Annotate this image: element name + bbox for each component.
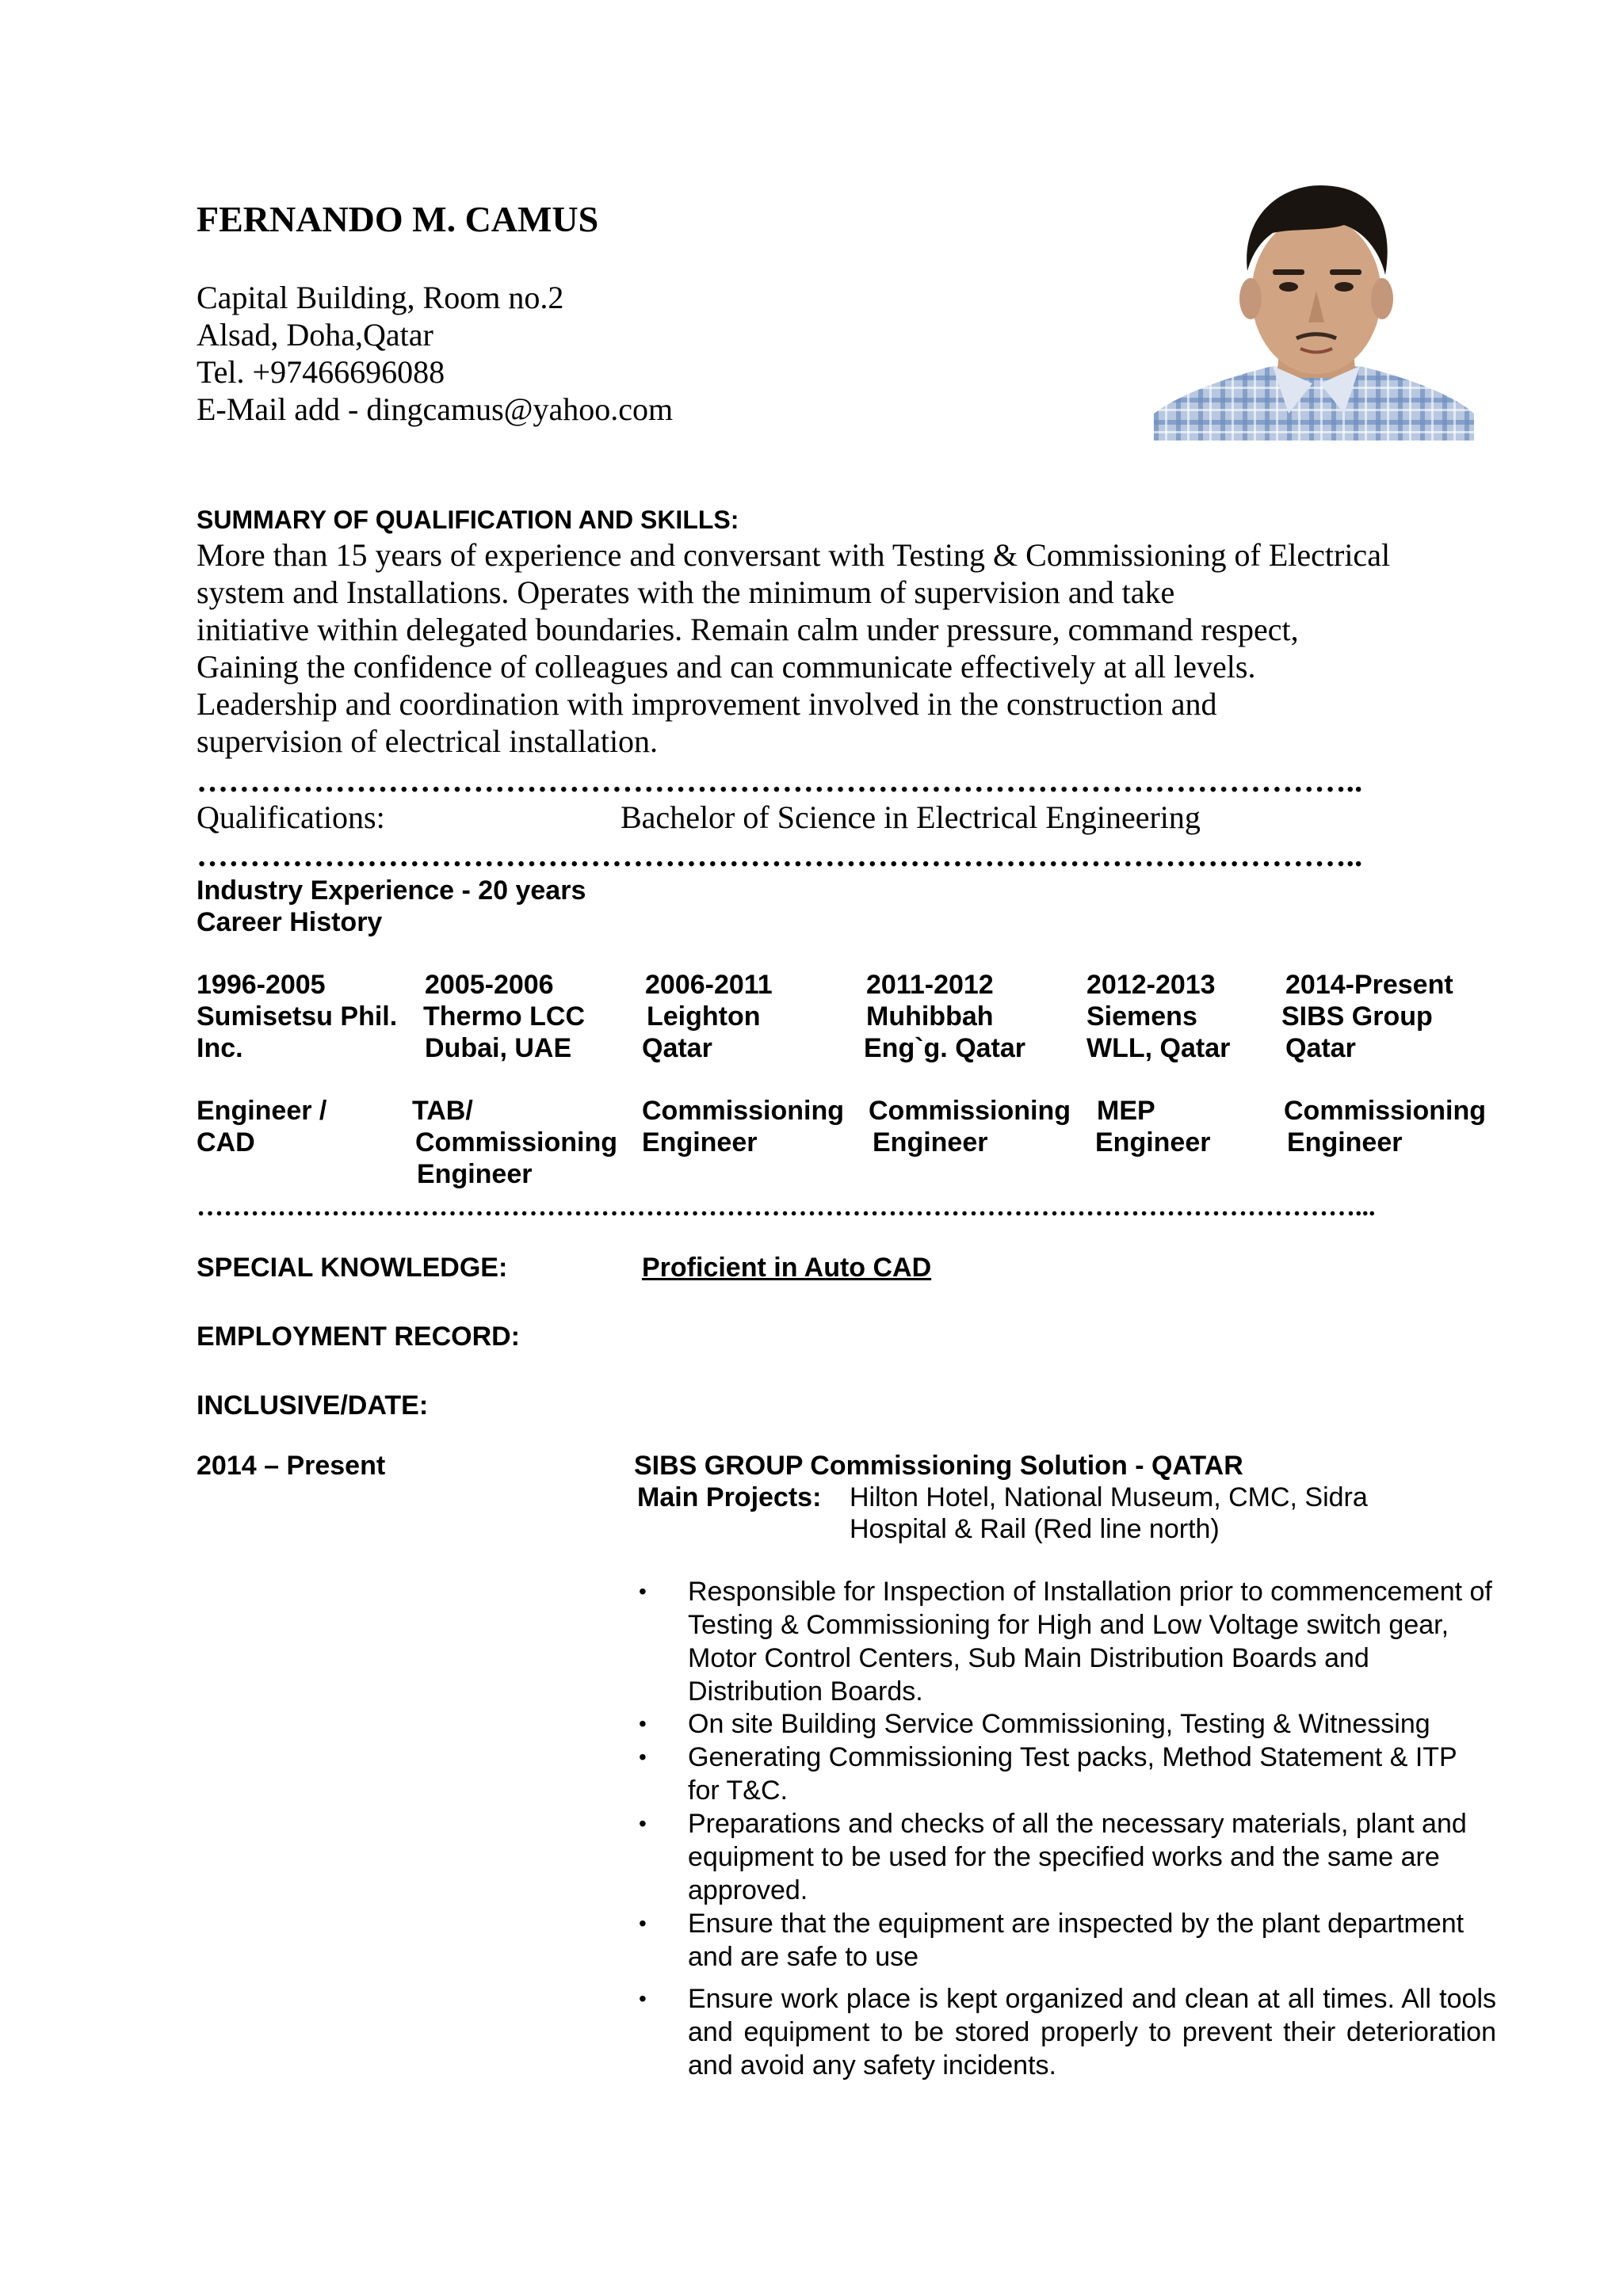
career-company: Leighton: [647, 1001, 761, 1032]
bullet-marker: •: [639, 1745, 647, 1769]
career-location: Inc.: [197, 1033, 243, 1063]
career-role: MEP: [1097, 1096, 1155, 1126]
bullet-marker: •: [639, 1579, 647, 1604]
main-projects-label: Main Projects:: [637, 1482, 822, 1512]
profile-photo: [1154, 176, 1474, 441]
career-location: WLL, Qatar: [1086, 1033, 1231, 1063]
career-company: SIBS Group: [1281, 1001, 1433, 1032]
qualifications-value: Bachelor of Science in Electrical Engineering: [621, 799, 1201, 835]
duty-bullet: On site Building Service Commissioning, Testing & Witnessing: [688, 1709, 1430, 1739]
duty-bullet: Responsible for Inspection of Installation prior to commencement of Testing & Commissioning for High and Low Voltage switch gear, Motor Control Centers, Sub Main Distribution Boards and Distribution Boards.: [688, 1577, 1492, 1707]
career-role: Engineer: [417, 1159, 533, 1189]
candidate-name: FERNANDO M. CAMUS: [197, 199, 599, 239]
summary-line: system and Installations. Operates with the minimum of supervision and take: [197, 574, 1175, 610]
bullet-marker: •: [639, 1711, 647, 1736]
career-years: 2014-Present: [1285, 970, 1453, 1000]
career-company: Siemens: [1086, 1001, 1197, 1032]
career-location: Eng`g. Qatar: [864, 1033, 1026, 1063]
summary-line: initiative within delegated boundaries. Remain calm under pressure, command respect,: [197, 612, 1299, 647]
main-projects-line: Hilton Hotel, National Museum, CMC, Sidra: [850, 1482, 1368, 1512]
career-role: TAB/: [412, 1096, 473, 1126]
career-years: 2012-2013: [1086, 970, 1216, 1000]
career-history-label: Career History: [197, 907, 383, 937]
career-role: Engineer: [873, 1127, 988, 1158]
employment-record-label: EMPLOYMENT RECORD:: [197, 1322, 520, 1352]
career-role: Engineer: [642, 1127, 758, 1158]
separator-dots: ………………………………………………………………………………………………..: [197, 763, 1363, 799]
career-role: Commissioning: [869, 1096, 1071, 1126]
career-role: Engineer /: [197, 1096, 327, 1126]
career-years: 2005-2006: [425, 970, 554, 1000]
bullet-marker: •: [639, 1911, 647, 1936]
career-years: 2011-2012: [866, 970, 994, 1000]
qualifications-label: Qualifications:: [197, 799, 385, 835]
address-line-2: Alsad, Doha,Qatar: [197, 317, 433, 353]
career-role: Engineer: [1095, 1127, 1211, 1158]
career-company: Thermo LCC: [423, 1001, 585, 1032]
separator-dots: …………………………………………………………………………………………………………………...: [197, 1192, 1376, 1222]
career-company: Sumisetsu Phil.: [197, 1001, 398, 1032]
telephone: Tel. +97466696088: [197, 354, 445, 390]
email: E-Mail add - dingcamus@yahoo.com: [197, 391, 674, 427]
summary-line: Gaining the confidence of colleagues and can communicate effectively at all levels.: [197, 649, 1256, 685]
special-knowledge-value: Proficient in Auto CAD: [642, 1253, 932, 1283]
address-line-1: Capital Building, Room no.2: [197, 280, 564, 315]
main-projects-line: Hospital & Rail (Red line north): [850, 1514, 1220, 1544]
career-location: Qatar: [1285, 1033, 1356, 1063]
career-location: Qatar: [642, 1033, 712, 1063]
duty-bullet: Ensure that the equipment are inspected by the plant department and are safe to use: [688, 1909, 1465, 1972]
employment-date: 2014 – Present: [197, 1451, 386, 1481]
bullet-marker: •: [639, 1811, 647, 1836]
summary-line: More than 15 years of experience and conversant with Testing & Commissioning of Electrical: [197, 537, 1391, 573]
career-role: Commissioning: [1284, 1096, 1487, 1126]
career-location: Dubai, UAE: [425, 1033, 572, 1063]
special-knowledge-label: SPECIAL KNOWLEDGE:: [197, 1253, 508, 1283]
career-role: Commissioning: [642, 1096, 845, 1126]
duty-bullet: Generating Commissioning Test packs, Method Statement & ITP for T&C.: [688, 1742, 1457, 1806]
bullet-marker: •: [639, 1986, 647, 2011]
industry-experience: Industry Experience - 20 years: [197, 875, 586, 906]
duty-bullet: Ensure work place is kept organized and clean at all times. All tools and equipment to be stored properly to prevent their deterioration and avoid any safety incidents.: [688, 1984, 1496, 2081]
separator-dots: ………………………………………………………………………………………………..: [197, 837, 1363, 873]
career-years: 2006-2011: [645, 970, 773, 1000]
career-company: Muhibbah: [866, 1001, 994, 1032]
summary-line: Leadership and coordination with improvement involved in the construction and: [197, 686, 1217, 722]
duty-bullet: Preparations and checks of all the necessary materials, plant and equipment to be used for the specified works and the same are approved.: [688, 1809, 1467, 1905]
career-role: Engineer: [1287, 1127, 1403, 1158]
summary-line: supervision of electrical installation.: [197, 723, 659, 759]
career-role: Commissioning: [415, 1127, 618, 1158]
inclusive-date-label: INCLUSIVE/DATE:: [197, 1390, 429, 1421]
summary-heading: SUMMARY OF QUALIFICATION AND SKILLS:: [197, 505, 739, 534]
career-role: CAD: [197, 1127, 255, 1158]
career-years: 1996-2005: [197, 970, 326, 1000]
employment-company: SIBS GROUP Commissioning Solution - QATAR: [634, 1451, 1243, 1481]
